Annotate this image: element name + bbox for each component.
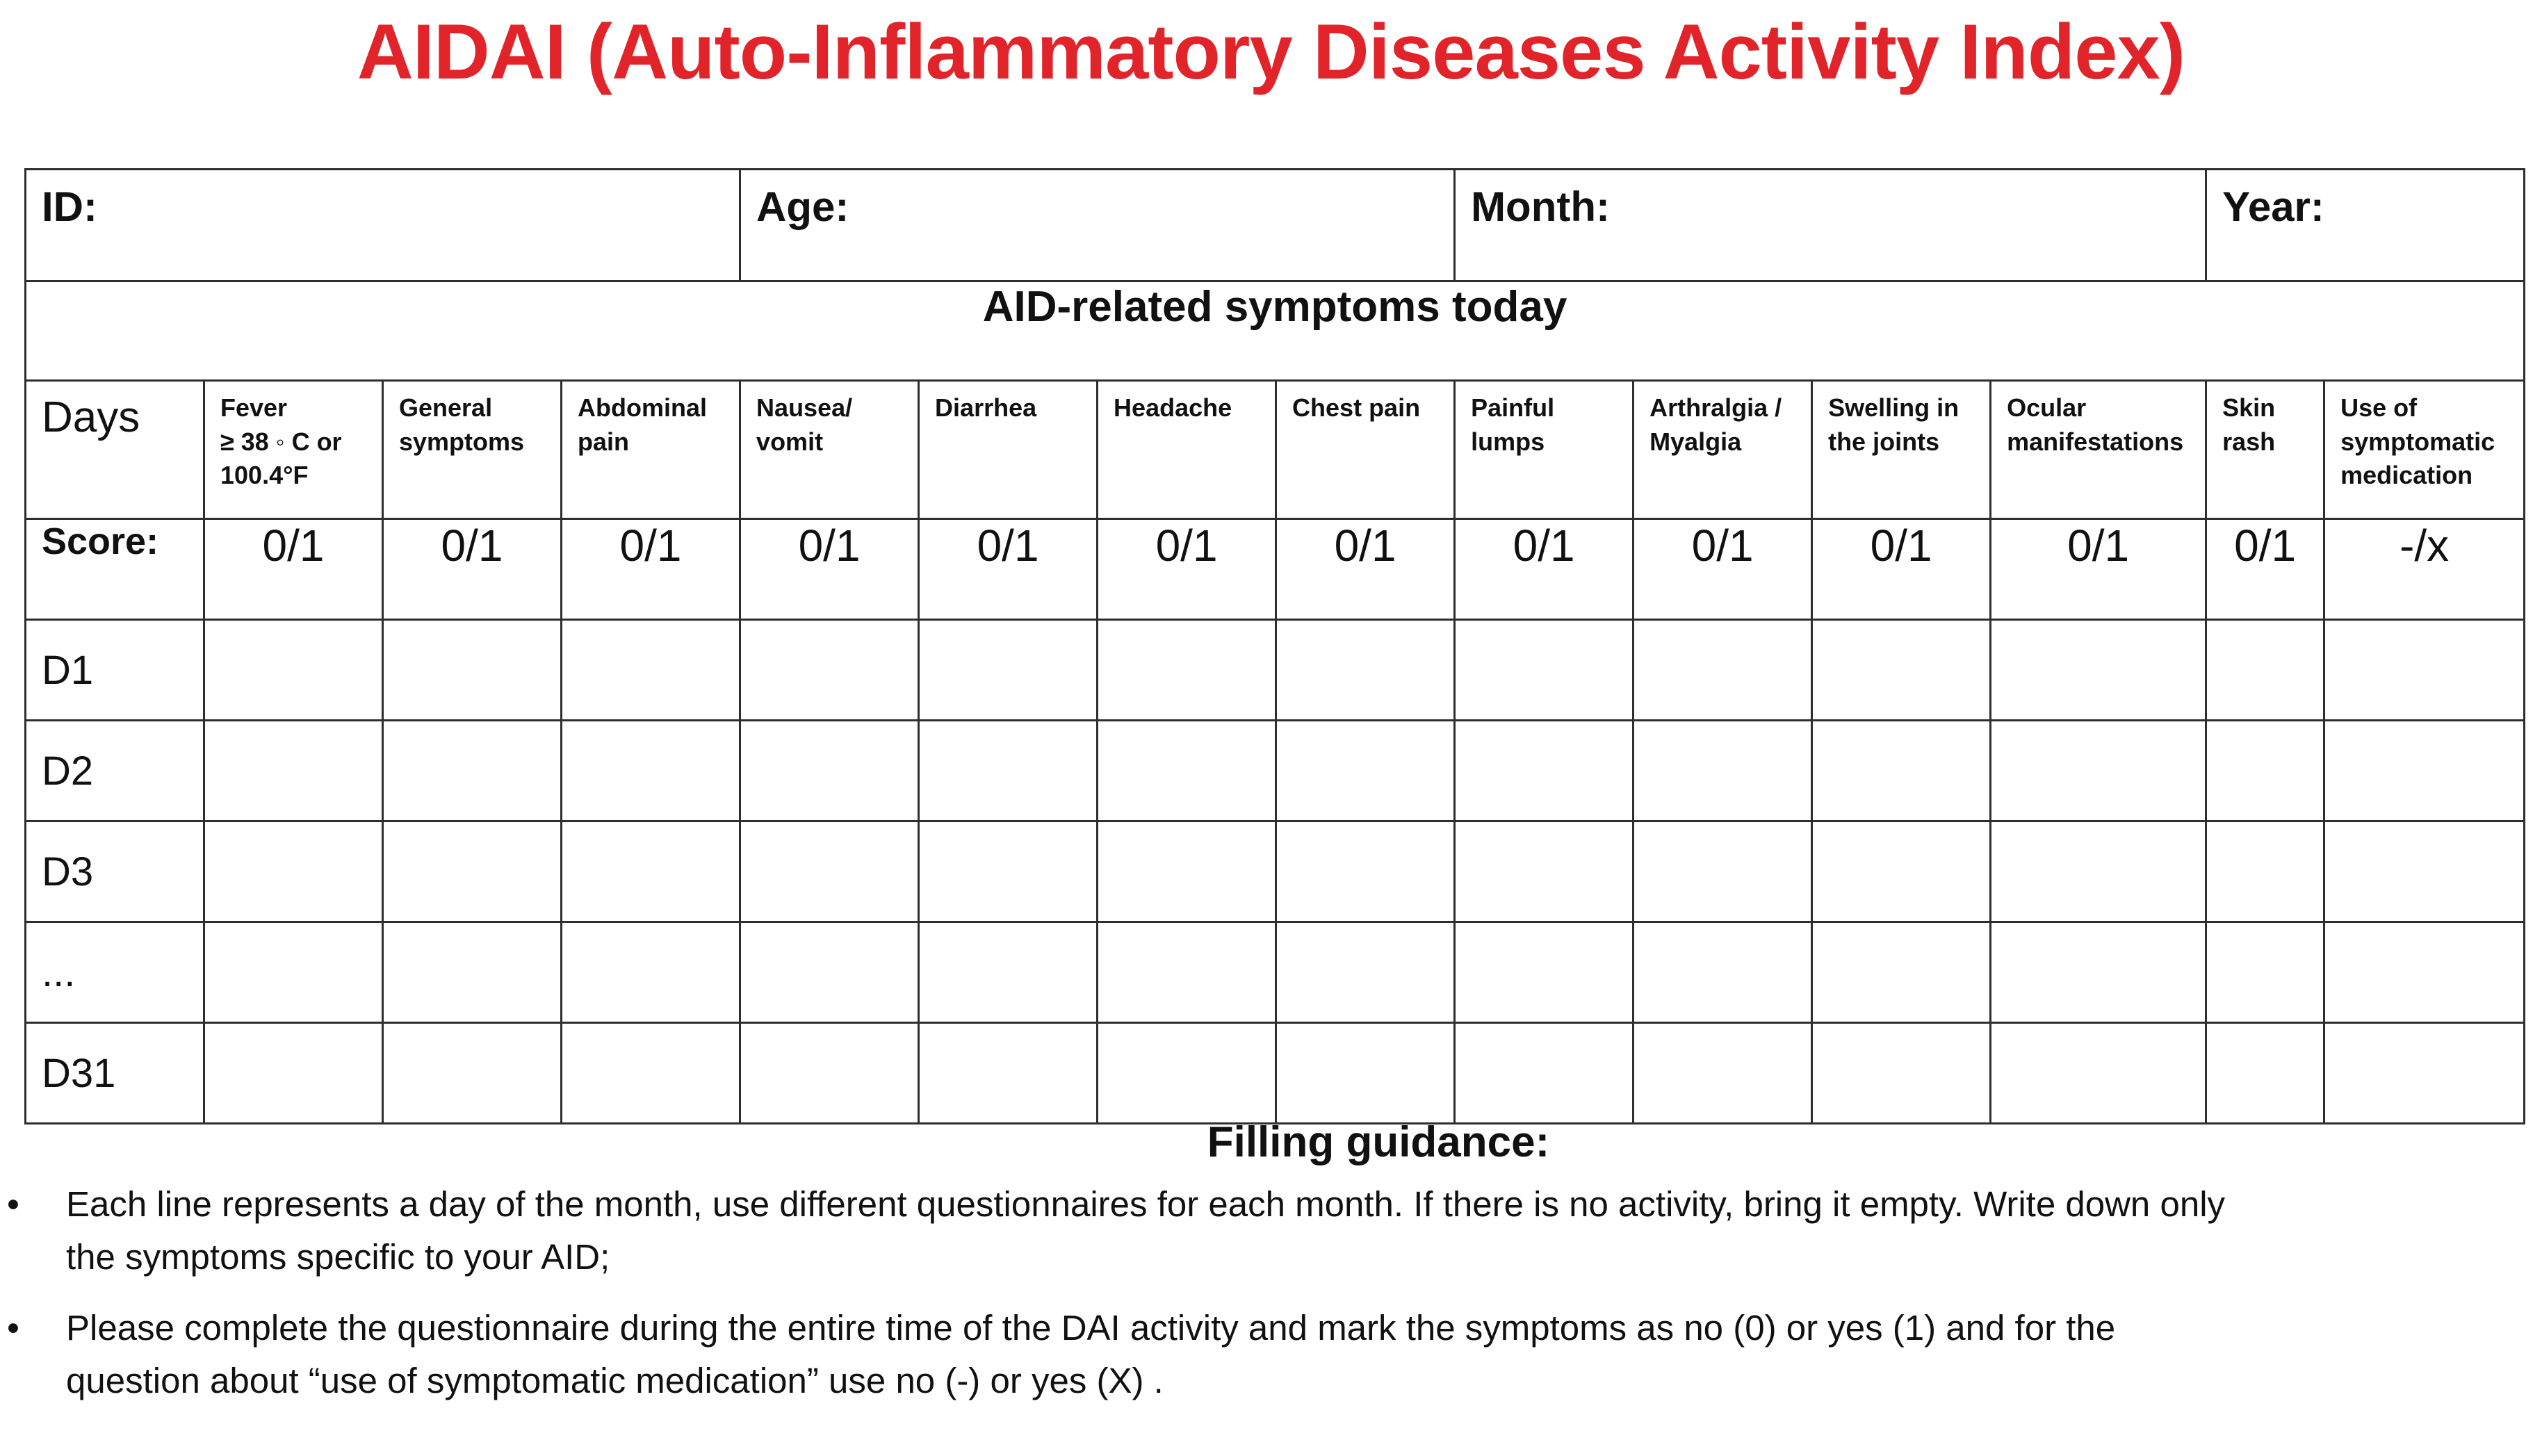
score-cell: 0/1 [1991, 519, 2206, 620]
symptom-header-line: ≥ 38 ◦ C or [220, 427, 342, 456]
guidance-line: Each line represents a day of the month, use different questionnaires for each month. If there is no activity, bring it empty. Write down only [66, 1184, 2226, 1224]
entry-cell[interactable] [204, 922, 383, 1023]
symptom-header-line: Arthralgia / [1649, 393, 1782, 422]
symptom-header-line: Nausea/ [756, 393, 853, 422]
symptom-header-line: General [399, 393, 493, 422]
entry-cell[interactable] [1098, 620, 1276, 721]
entry-cell[interactable] [1098, 721, 1276, 821]
entry-cell[interactable] [1633, 821, 1812, 922]
table-row [26, 620, 2525, 721]
entry-cell[interactable] [2324, 721, 2525, 821]
entry-cell[interactable] [1633, 1023, 1812, 1124]
guidance-item [0, 1302, 2495, 1407]
symptom-header-line: Chest pain [1292, 393, 1421, 422]
entry-cell[interactable] [1455, 620, 1633, 721]
symptom-header-line: Headache [1114, 393, 1232, 422]
entry-cell[interactable] [740, 1023, 919, 1124]
entry-cell[interactable] [383, 721, 562, 821]
entry-cell[interactable] [1812, 620, 1991, 721]
score-cell: -/x [2324, 519, 2525, 620]
entry-cell[interactable] [1633, 922, 1812, 1023]
entry-cell[interactable] [1812, 821, 1991, 922]
entry-cell[interactable] [1633, 620, 1812, 721]
symptom-header-line: Myalgia [1649, 427, 1742, 456]
entry-cell[interactable] [1098, 922, 1276, 1023]
table-row [26, 721, 2525, 821]
entry-cell[interactable] [919, 821, 1098, 922]
symptom-header-line: the joints [1828, 427, 1940, 456]
entry-cell[interactable] [2324, 620, 2525, 721]
symptom-header [383, 381, 562, 519]
table-row [26, 1023, 2525, 1124]
entry-cell[interactable] [919, 620, 1098, 721]
entry-cell[interactable] [919, 721, 1098, 821]
guidance-list [0, 1178, 2495, 1425]
symptom-header [1991, 381, 2206, 519]
score-label: Score: [26, 519, 204, 620]
symptom-header-row [26, 381, 2525, 519]
entry-cell[interactable] [1276, 620, 1455, 721]
entry-cell[interactable] [1991, 620, 2206, 721]
symptom-header [2324, 381, 2525, 519]
entry-cell[interactable] [1991, 821, 2206, 922]
guidance-item [0, 1178, 2495, 1284]
entry-cell[interactable] [2324, 821, 2525, 922]
entry-cell[interactable] [740, 620, 919, 721]
symptom-header-line: Use of [2340, 393, 2418, 422]
header-info-row [26, 170, 2525, 281]
entry-cell[interactable] [1991, 922, 2206, 1023]
symptom-header-line: Painful [1471, 393, 1555, 422]
entry-cell[interactable] [562, 1023, 740, 1124]
entry-cell[interactable] [1455, 821, 1633, 922]
score-cell: 0/1 [383, 519, 562, 620]
guidance-line: the symptoms specific to your AID; [66, 1237, 610, 1277]
symptom-header-line: vomit [756, 427, 824, 456]
day-label: D3 [26, 821, 204, 922]
guidance-line: Please complete the questionnaire during the entire time of the DAI activity and mark the symptoms as no (0) or yes (1) and for the [66, 1308, 2116, 1348]
entry-cell[interactable] [1812, 922, 1991, 1023]
table-row [26, 821, 2525, 922]
score-row [26, 519, 2525, 620]
symptom-header-line: lumps [1471, 427, 1545, 456]
symptom-header-line: Ocular [2007, 393, 2087, 422]
section-title-row [26, 281, 2525, 381]
symptom-header-line: Skin [2222, 393, 2276, 422]
bullet-glyph: • [7, 1308, 19, 1348]
month-field[interactable] [1455, 170, 2206, 281]
symptom-header [1098, 381, 1276, 519]
entry-cell[interactable] [1455, 922, 1633, 1023]
score-cell: 0/1 [204, 519, 383, 620]
symptom-header-line: symptomatic [2340, 427, 2495, 456]
age-field[interactable] [740, 170, 1455, 281]
score-cell: 0/1 [1812, 519, 1991, 620]
score-cell: 0/1 [919, 519, 1098, 620]
id-label: ID: [42, 183, 97, 230]
symptom-header [2206, 381, 2324, 519]
day-label: D2 [26, 721, 204, 821]
entry-cell[interactable] [1633, 721, 1812, 821]
symptom-header [562, 381, 740, 519]
entry-cell[interactable] [204, 620, 383, 721]
entry-cell[interactable] [204, 721, 383, 821]
entry-cell[interactable] [2206, 1023, 2324, 1124]
score-cell: 0/1 [562, 519, 740, 620]
id-field[interactable] [26, 170, 740, 281]
entry-cell[interactable] [383, 620, 562, 721]
days-column-header: Days [26, 381, 204, 519]
symptom-header-line: Abdominal [578, 393, 707, 422]
guidance-title: Filling guidance: [1207, 1118, 1550, 1166]
entry-cell[interactable] [2206, 821, 2324, 922]
entry-cell[interactable] [1812, 721, 1991, 821]
entry-cell[interactable] [2324, 1023, 2525, 1124]
entry-cell[interactable] [2324, 922, 2525, 1023]
entry-cell[interactable] [2206, 721, 2324, 821]
symptom-header-line: rash [2222, 427, 2276, 456]
age-label: Age: [756, 183, 849, 230]
score-cell: 0/1 [1276, 519, 1455, 620]
entry-cell[interactable] [919, 1023, 1098, 1124]
symptom-header-line: Fever [220, 393, 288, 422]
symptom-header [1455, 381, 1633, 519]
year-field[interactable] [2206, 170, 2525, 281]
symptom-header [1276, 381, 1455, 519]
symptom-header [204, 381, 383, 519]
entry-cell[interactable] [1991, 721, 2206, 821]
symptom-header [1812, 381, 1991, 519]
entry-cell[interactable] [1991, 1023, 2206, 1124]
entry-cell[interactable] [204, 821, 383, 922]
score-cell: 0/1 [1455, 519, 1633, 620]
section-title: AID-related symptoms today [26, 281, 2525, 381]
entry-cell[interactable] [383, 922, 562, 1023]
entry-cell[interactable] [1098, 1023, 1276, 1124]
entry-cell[interactable] [1276, 821, 1455, 922]
day-label: D1 [26, 620, 204, 721]
entry-cell[interactable] [2206, 922, 2324, 1023]
symptom-header [1633, 381, 1812, 519]
entry-cell[interactable] [1098, 821, 1276, 922]
entry-cell[interactable] [740, 721, 919, 821]
entry-cell[interactable] [1276, 922, 1455, 1023]
entry-cell[interactable] [919, 922, 1098, 1023]
symptom-header-line: manifestations [2007, 427, 2184, 456]
score-cell: 0/1 [740, 519, 919, 620]
entry-cell[interactable] [740, 821, 919, 922]
page-title: AIDAI (Auto-Inflammatory Diseases Activity Index) [357, 8, 2185, 95]
score-cell: 0/1 [1098, 519, 1276, 620]
entry-cell[interactable] [562, 821, 740, 922]
symptom-header-line: 100.4°F [220, 461, 309, 490]
entry-cell[interactable] [383, 1023, 562, 1124]
entry-cell[interactable] [383, 821, 562, 922]
entry-cell[interactable] [1455, 721, 1633, 821]
guidance-line: question about “use of symptomatic medication” use no (-) or yes (X) . [66, 1361, 1164, 1400]
entry-cell[interactable] [562, 721, 740, 821]
entry-cell[interactable] [740, 922, 919, 1023]
entry-cell[interactable] [1276, 1023, 1455, 1124]
symptom-header-line: Diarrhea [935, 393, 1037, 422]
score-cell: 0/1 [2206, 519, 2324, 620]
bullet-glyph: • [7, 1184, 19, 1224]
entry-cell[interactable] [562, 922, 740, 1023]
year-label: Year: [2222, 183, 2324, 230]
symptom-header-line: pain [578, 427, 630, 456]
day-label: ... [26, 922, 204, 1023]
score-cell: 0/1 [1633, 519, 1812, 620]
symptom-header-line: symptoms [399, 427, 525, 456]
entry-cell[interactable] [2206, 620, 2324, 721]
entry-cell[interactable] [1455, 1023, 1633, 1124]
symptom-header [740, 381, 919, 519]
entry-cell[interactable] [1276, 721, 1455, 821]
entry-cell[interactable] [1812, 1023, 1991, 1124]
entry-cell[interactable] [204, 1023, 383, 1124]
aidai-form-table [24, 168, 2525, 1124]
entry-cell[interactable] [562, 620, 740, 721]
symptom-header [919, 381, 1098, 519]
symptom-header-line: Swelling in [1828, 393, 1960, 422]
day-label: D31 [26, 1023, 204, 1124]
month-label: Month: [1471, 183, 1610, 230]
symptom-header-line: medication [2340, 461, 2473, 490]
table-row [26, 922, 2525, 1023]
